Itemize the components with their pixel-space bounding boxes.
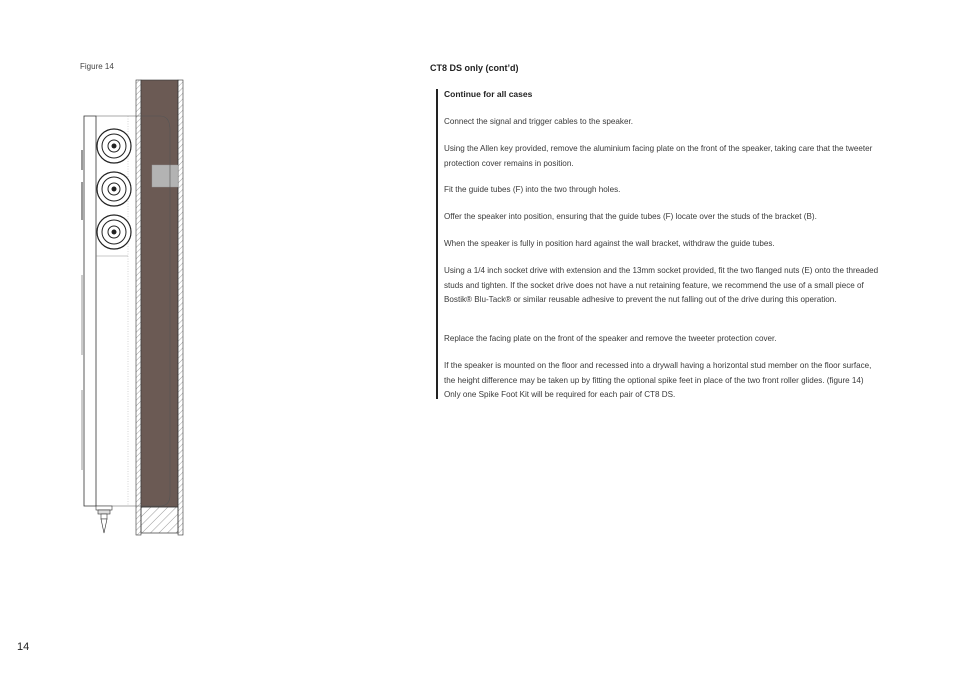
paragraph-withdraw-tubes: When the speaker is fully in position hard against the wall bracket, withdraw the guide tubes. [444, 239, 775, 248]
paragraph-spike-feet: If the speaker is mounted on the floor and recessed into a drywall having a horizontal stud member on the floor surface, the height difference may be taken up by fitting the optional spike feet in place of the two front roller glides. (figure 14) Only one Spike Foot Kit will be required for each pair of CT8 DS. [444, 361, 872, 399]
driver-bottom [97, 215, 131, 249]
wall-bracket [152, 165, 178, 187]
page-number: 14 [17, 641, 30, 653]
paragraph-connect-cables: Connect the signal and trigger cables to the speaker. [444, 117, 633, 126]
paragraph-replace-plate: Replace the facing plate on the front of the speaker and remove the tweeter protection cover. [444, 334, 777, 343]
right-drywall [178, 80, 183, 535]
driver-middle [97, 172, 131, 206]
section-title: CT8 DS only (cont’d) [430, 63, 519, 73]
spike-foot [96, 506, 112, 533]
paragraph-fit-nuts: Using a 1/4 inch socket drive with extension and the 13mm socket provided, fit the two flanged nuts (E) onto the threaded studs and tighten. If the socket drive does not have a nut retaining feature, we recommend the use of a small piece of Bostik® Blu-Tack® or similar reusable adhesive to prevent the nut falling out of the drive during this operation. [444, 266, 879, 304]
speaker-drivers [97, 129, 131, 249]
wall-cavity [141, 80, 178, 507]
instructions-block [436, 89, 888, 399]
paragraph-fit-guide-tubes: Fit the guide tubes (F) into the two through holes. [444, 185, 621, 194]
paragraph-offer-speaker: Offer the speaker into position, ensuring that the guide tubes (F) locate over the studs of the bracket (B). [444, 212, 817, 221]
left-drywall [136, 80, 141, 535]
floor-stud-member [141, 507, 178, 533]
figure-label: Figure 14 [80, 62, 114, 71]
driver-top [97, 129, 131, 163]
section-subtitle: Continue for all cases [444, 89, 533, 99]
speaker-wall-diagram [70, 70, 200, 540]
paragraph-remove-facing-plate: Using the Allen key provided, remove the aluminium facing plate on the front of the speaker, taking care that the tweeter protection cover remains in position. [444, 144, 873, 168]
